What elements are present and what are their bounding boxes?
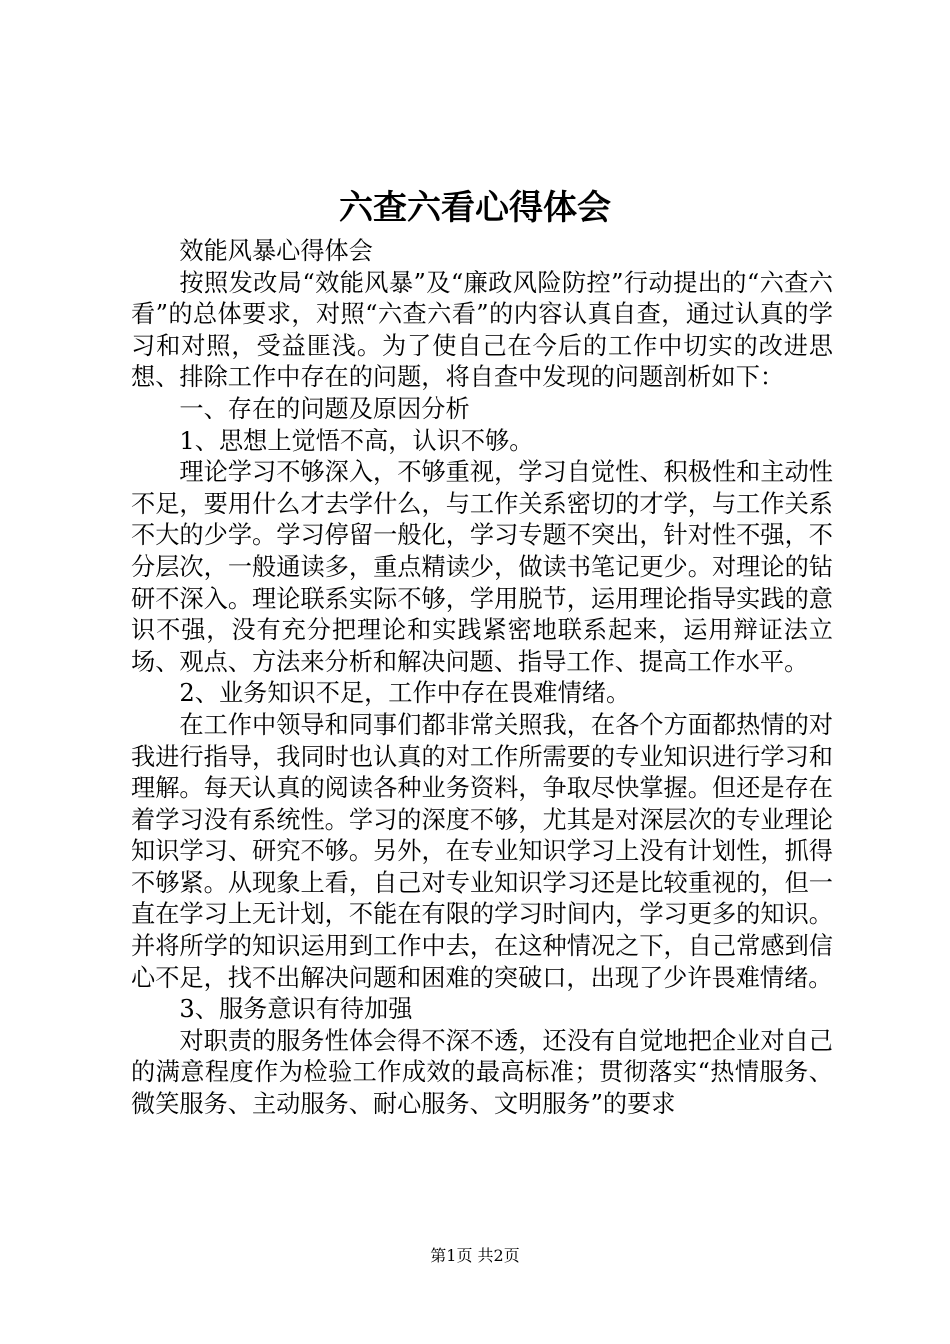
paragraph: 理论学习不够深入，不够重视，学习自觉性、积极性和主动性不足，要用什么才去学什么，与工作关系密切的才学，与工作关系不大的少学。学习停留一般化，学习专题不突出，针对性不强，不分层次，一般通读多，重点精读少，做读书笔记更少。对理论的钻研不深入。理论联系实际不够，学用脱节，运用理论指导实践的意识不强，没有充分把理论和实践紧密地联系起来，运用辩证法立场、观点、方法来分析和解决问题、指导工作、提高工作水平。 (131, 458, 833, 676)
paragraph: 效能风暴心得体会 (179, 237, 373, 265)
subsection-heading: 3、服务意识有待加强 (179, 995, 413, 1024)
subsection-heading: 2、业务知识不足，工作中存在畏难情绪。 (179, 679, 631, 708)
document-body (131, 236, 833, 1121)
paragraph: 按照发改局“效能风暴”及“廉政风险防控”行动提出的“六查六看”的总体要求，对照“六查六看”的内容认真自查，通过认真的学习和对照，受益匪浅。为了使自己在今后的工作中切实的改进思想、排除工作中存在的问题，将自查中发现的问题剖析如下： (131, 268, 833, 392)
paragraph: 对职责的服务性体会得不深不透，还没有自觉地把企业对自己的满意程度作为检验工作成效的最高标准；贯彻落实“热情服务、微笑服务、主动服务、耐心服务、文明服务”的要求 (131, 1026, 833, 1119)
section-heading: 一、存在的问题及原因分析 (179, 394, 470, 423)
page-number-footer: 第1页 共2页 (430, 1246, 520, 1265)
subsection-heading: 1、思想上觉悟不高，认识不够。 (179, 426, 534, 455)
paragraph: 在工作中领导和同事们都非常关照我，在各个方面都热情的对我进行指导，我同时也认真的对工作所需要的专业知识进行学习和理解。每天认真的阅读各种业务资料，争取尽快掌握。但还是存在着学习没有系统性。学习的深度不够，尤其是对深层次的专业理论知识学习、研究不够。另外，在专业知识学习上没有计划性，抓得不够紧。从现象上看，自己对专业知识学习还是比较重视的，但一直在学习上无计划，不能在有限的学习时间内，学习更多的知识。并将所学的知识运用到工作中去，在这种情况之下，自己常感到信心不足，找不出解决问题和困难的突破口，出现了少许畏难情绪。 (131, 710, 833, 992)
document-title: 六查六看心得体会 (339, 188, 611, 228)
